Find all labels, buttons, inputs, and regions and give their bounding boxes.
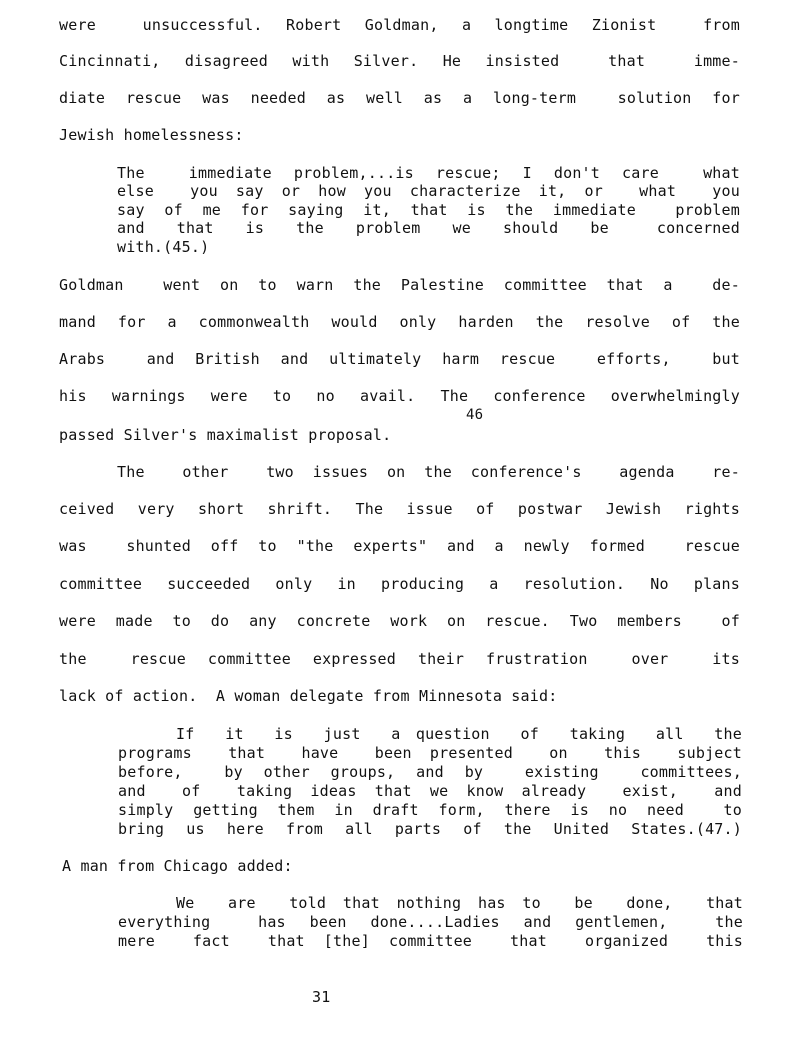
- quote-line: and of taking ideas that we know already exist, and: [118, 782, 742, 800]
- footnote-number: 46: [466, 407, 484, 423]
- text-line: diate rescue was needed as well as a long-term solution for: [59, 89, 740, 107]
- text-line: mand for a commonwealth would only harden the resolve of the: [59, 313, 740, 331]
- quote-line: programs that have been presented on this subject: [118, 744, 742, 762]
- quote-line: mere fact that [the] committee that organized this: [118, 932, 743, 950]
- text-line: his warnings were to no avail. The conference overwhelmingly: [59, 387, 740, 405]
- quote-line: simply getting them in draft form, there is no need to: [118, 801, 742, 819]
- text-line: The other two issues on the conference's agenda re-: [117, 463, 740, 481]
- quote-line: We are told that nothing has to be done, that: [176, 894, 743, 912]
- quote-line: everything has been done....Ladies and gentlemen, the: [118, 913, 743, 931]
- quote-line: say of me for saying it, that is the immediate problem: [117, 201, 740, 219]
- text-line: Goldman went on to warn the Palestine committee that a de-: [59, 276, 740, 294]
- quote-line: The immediate problem,...is rescue; I don't care what: [117, 164, 740, 182]
- text-line: the rescue committee expressed their frustration over its: [59, 650, 740, 668]
- text-line: Arabs and British and ultimately harm rescue efforts, but: [59, 350, 740, 368]
- quote-line: with.(45.): [117, 238, 210, 256]
- text-line: Jewish homelessness:: [59, 126, 244, 144]
- quote-line: else you say or how you characterize it, or what you: [117, 182, 740, 200]
- quote-line: If it is just a question of taking all the: [176, 725, 742, 743]
- quote-line: bring us here from all parts of the United States.(47.): [118, 820, 742, 838]
- text-line: Cincinnati, disagreed with Silver. He insisted that imme-: [59, 52, 740, 70]
- text-line: committee succeeded only in producing a resolution. No plans: [59, 575, 740, 593]
- quote-line: before, by other groups, and by existing committees,: [118, 763, 742, 781]
- text-line: lack of action. A woman delegate from Minnesota said:: [59, 687, 558, 705]
- paragraph-4: A man from Chicago added:: [62, 857, 293, 875]
- text-line: ceived very short shrift. The issue of postwar Jewish rights: [59, 500, 740, 518]
- text-line: were unsuccessful. Robert Goldman, a longtime Zionist from: [59, 16, 740, 34]
- text-line: were made to do any concrete work on rescue. Two members of: [59, 612, 740, 630]
- text-line: passed Silver's maximalist proposal.: [59, 426, 392, 444]
- quote-line: and that is the problem we should be concerned: [117, 219, 740, 237]
- text-line: was shunted off to "the experts" and a newly formed rescue: [59, 537, 740, 555]
- page-number: 31: [312, 988, 331, 1006]
